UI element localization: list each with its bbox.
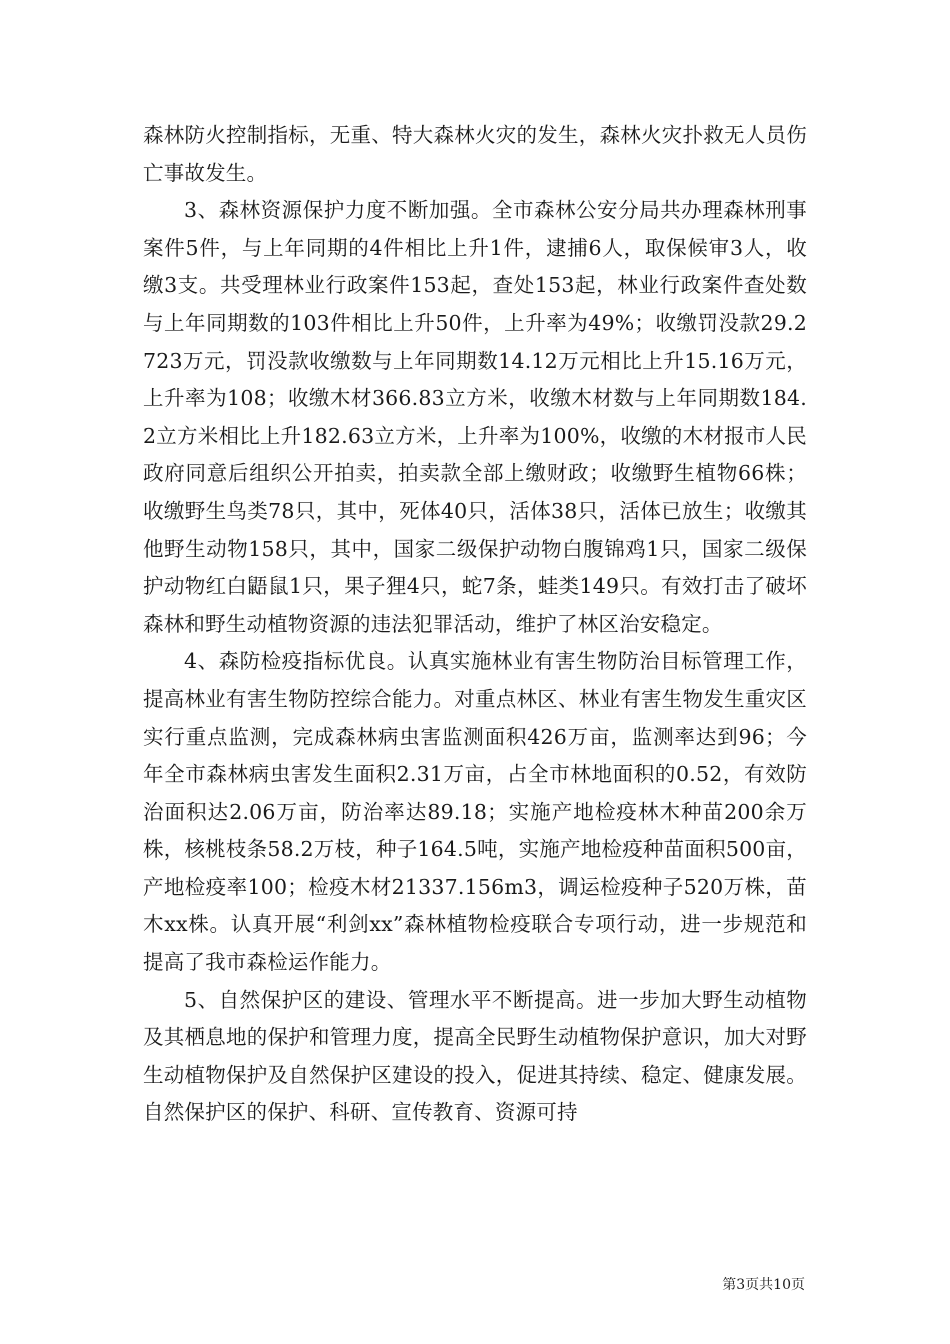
paragraph-pest-quarantine: 4、森防检疫指标优良。认真实施林业有害生物防治目标管理工作，提高林业有害生物防控综合能力。对重点林区、林业有害生物发生重灾区实行重点监测，完成森林病虫害监测面积426万亩，监测率达到96；今年全市森林病虫害发生面积2.31万亩，占全市林地面积的0.52，有效防治面积达2.06万亩，防治率达89.18；实施产地检疫林木种苗200余万株，核桃枝条58.2万枝，种子164.5吨，实施产地检疫种苗面积500亩，产地检疫率100；检疫木材21337.156m3，调运检疫种子520万株，苗木xx株。认真开展“利剑xx”森林植物检疫联合专项行动，进一步规范和提高了我市森检运作能力。 [143, 649, 807, 975]
paragraph-forest-resource-protection: 3、森林资源保护力度不断加强。全市森林公安分局共办理森林刑事案件5件，与上年同期的4件相比上升1件，逮捕6人，取保候审3人，收缴3支。共受理林业行政案件153起，查处153起，林业行政案件查处数与上年同期数的103件相比上升50件，上升率为49%；收缴罚没款29.2723万元，罚没款收缴数与上年同期数14.12万元相比上升15.16万元，上升率为108；收缴木材366.83立方米，收缴木材数与上年同期数184.2立方米相比上升182.63立方米，上升率为100%，收缴的木材报市人民政府同意后组织公开拍卖，拍卖款全部上缴财政；收缴野生植物66株；收缴野生鸟类78只，其中，死体40只，活体38只，活体已放生；收缴其他野生动物158只，其中，国家二级保护动物白腹锦鸡1只，国家二级保护动物红白鼯鼠1只，果子狸4只，蛇7条，蛙类149只。有效打击了破坏森林和野生动植物资源的违法犯罪活动，维护了林区治安稳定。 [143, 198, 807, 636]
document-body [143, 117, 807, 1132]
page-number-footer: 第3页共10页 [722, 1277, 805, 1293]
paragraph-nature-reserve: 5、自然保护区的建设、管理水平不断提高。进一步加大野生动植物及其栖息地的保护和管理力度，提高全民野生动植物保护意识，加大对野生动植物保护及自然保护区建设的投入，促进其持续、稳定、健康发展。自然保护区的保护、科研、宣传教育、资源可持 [143, 987, 807, 1125]
paragraph-fire-prevention-tail: 森林防火控制指标，无重、特大森林火灾的发生，森林火灾扑救无人员伤亡事故发生。 [143, 123, 807, 185]
